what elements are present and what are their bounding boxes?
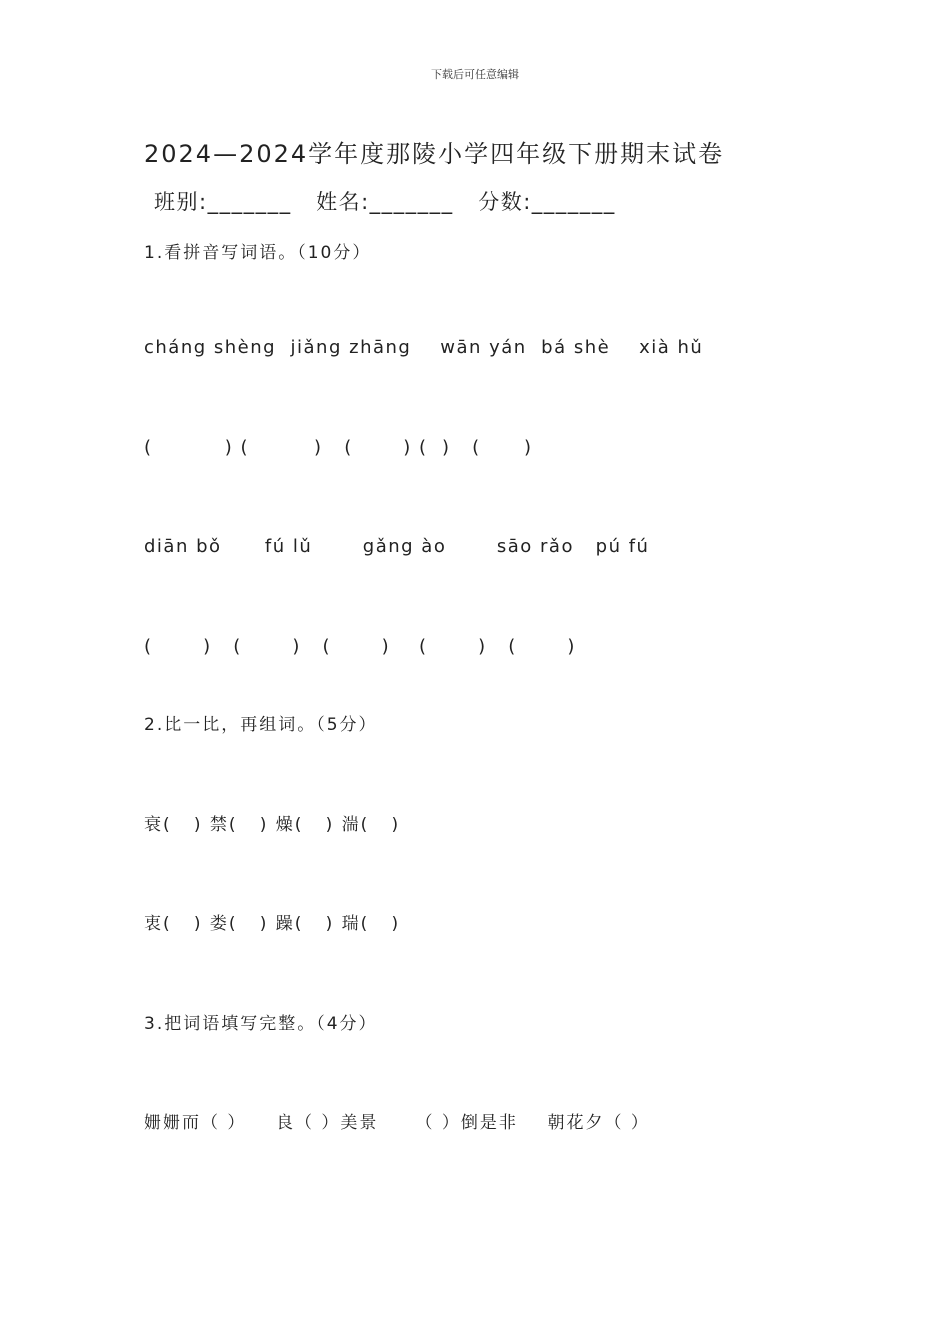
compare-row-1: 衰( ) 禁( ) 燥( ) 湍( ) [144, 815, 401, 835]
answer-blanks-row-1: ( ) ( ) ( ) ( ) ( ) [144, 437, 533, 458]
fill-words-row: 姗姗而（ ） 良（ ）美景 （ ）倒是非 朝花夕（ ） [144, 1113, 650, 1133]
exam-title: 2024—2024学年度那陵小学四年级下册期末试卷 [144, 140, 725, 168]
pinyin-row-2: diān bǒ fú lǔ gǎng ào sāo rǎo pú fú [144, 536, 650, 557]
answer-blanks-row-2: ( ) ( ) ( ) ( ) ( ) [144, 636, 576, 657]
question-3-heading: 3.把词语填写完整。（4分） [144, 1014, 378, 1034]
page-header: 下载后可任意编辑 [431, 68, 519, 81]
question-1-heading: 1.看拼音写词语。（10分） [144, 243, 372, 263]
student-info-line: 班别:_______ 姓名:_______ 分数:_______ [154, 190, 616, 214]
pinyin-row-1: cháng shèng jiǎng zhāng wān yán bá shè xià hǔ [144, 337, 704, 358]
question-2-heading: 2.比一比，再组词。（5分） [144, 715, 378, 735]
compare-row-2: 衷( ) 娄( ) 躁( ) 瑞( ) [144, 914, 401, 934]
